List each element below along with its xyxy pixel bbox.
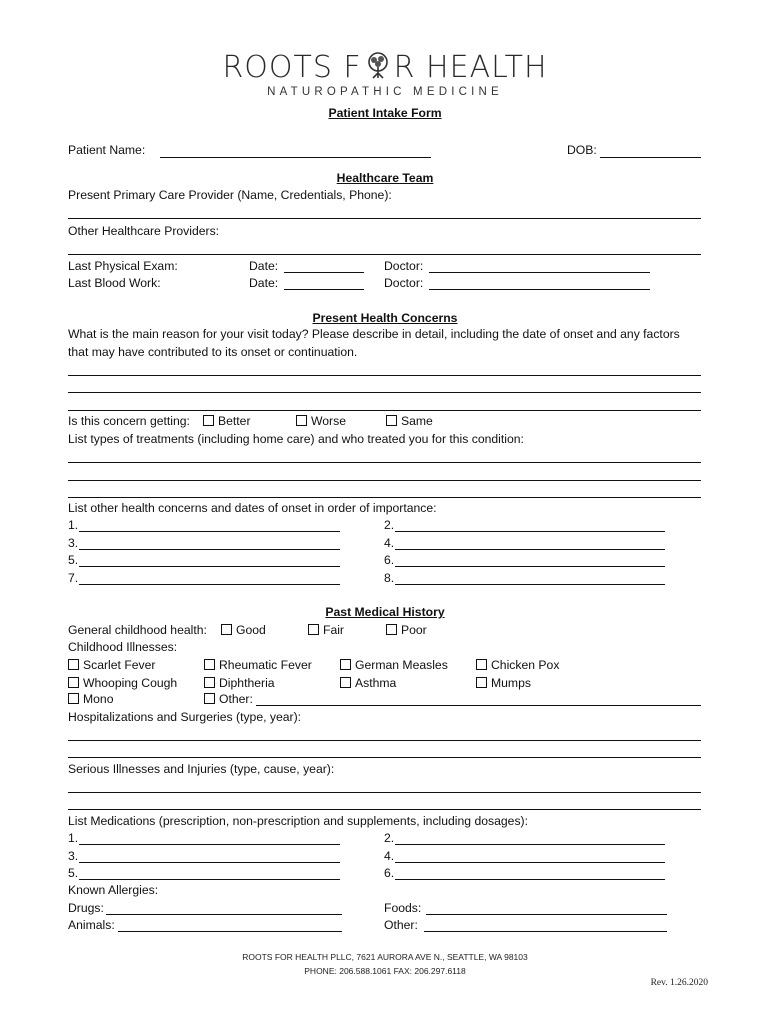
other-allergies-field[interactable] bbox=[424, 931, 667, 932]
hospitalizations-label: Hospitalizations and Surgeries (type, year): bbox=[68, 710, 302, 724]
visit-reason-question: What is the main reason for your visit today? Please describe in detail, including the date of onset and any factors bbox=[68, 327, 680, 341]
option-better[interactable] bbox=[203, 414, 251, 428]
illness-mono[interactable] bbox=[68, 692, 114, 706]
medication-field[interactable] bbox=[79, 879, 340, 880]
treatments-line[interactable] bbox=[68, 497, 701, 498]
medication-field[interactable] bbox=[395, 879, 665, 880]
illness-label: Scarlet Fever bbox=[83, 658, 156, 672]
revision-date: Rev. 1.26.2020 bbox=[650, 978, 708, 988]
present-health-concerns-title: Present Health Concerns bbox=[312, 311, 458, 325]
illness-german-measles[interactable] bbox=[340, 658, 448, 672]
option-same-label: Same bbox=[401, 414, 433, 428]
concern-field[interactable] bbox=[79, 566, 340, 567]
concern-num: 1. bbox=[68, 518, 79, 532]
concern-field[interactable] bbox=[79, 584, 340, 585]
footer-contact: PHONE: 206.588.1061 FAX: 206.297.6118 bbox=[304, 966, 466, 976]
physical-doctor-label: Doctor: bbox=[384, 259, 424, 273]
past-medical-history-title: Past Medical History bbox=[325, 605, 445, 619]
drugs-field[interactable] bbox=[106, 914, 342, 915]
medication-field[interactable] bbox=[79, 862, 340, 863]
foods-label: Foods: bbox=[384, 901, 422, 915]
illness-label: Other: bbox=[219, 692, 253, 706]
illness-diphtheria[interactable] bbox=[204, 676, 275, 690]
animals-label: Animals: bbox=[68, 918, 115, 932]
physical-date-field[interactable] bbox=[284, 272, 364, 273]
patient-name-field[interactable] bbox=[160, 157, 431, 158]
checkbox[interactable] bbox=[386, 415, 397, 426]
concern-field[interactable] bbox=[79, 531, 340, 532]
checkbox[interactable] bbox=[204, 677, 215, 688]
concern-num: 8. bbox=[384, 571, 395, 585]
illness-mumps[interactable] bbox=[476, 676, 531, 690]
blood-doctor-label: Doctor: bbox=[384, 276, 424, 290]
treatments-label: List types of treatments (including home care) and who treated you for this condition: bbox=[68, 432, 524, 446]
treatments-line[interactable] bbox=[68, 462, 701, 463]
checkbox[interactable] bbox=[68, 677, 79, 688]
tree-logo-icon bbox=[364, 51, 392, 81]
visit-reason-question-cont: that may have contributed to its onset or continuation. bbox=[68, 345, 358, 359]
visit-reason-line[interactable] bbox=[68, 410, 701, 411]
checkbox[interactable] bbox=[296, 415, 307, 426]
checkbox[interactable] bbox=[386, 624, 397, 635]
checkbox[interactable] bbox=[68, 659, 79, 670]
checkbox[interactable] bbox=[308, 624, 319, 635]
illness-label: Asthma bbox=[355, 676, 397, 690]
visit-reason-line[interactable] bbox=[68, 392, 701, 393]
blood-date-label: Date: bbox=[249, 276, 279, 290]
option-poor-label: Poor bbox=[401, 623, 427, 637]
other-providers-field[interactable] bbox=[68, 254, 701, 255]
physical-doctor-field[interactable] bbox=[429, 272, 650, 273]
checkbox[interactable] bbox=[340, 659, 351, 670]
medication-num: 6. bbox=[384, 866, 395, 880]
other-allergies-label: Other: bbox=[384, 918, 418, 932]
concern-num: 3. bbox=[68, 536, 79, 550]
concern-getting-label: Is this concern getting: bbox=[68, 414, 190, 428]
animals-field[interactable] bbox=[118, 931, 342, 932]
logo-text-right: R HEALTH bbox=[393, 50, 548, 85]
medication-field[interactable] bbox=[395, 862, 665, 863]
foods-field[interactable] bbox=[426, 914, 667, 915]
checkbox[interactable] bbox=[221, 624, 232, 635]
other-providers-label: Other Healthcare Providers: bbox=[68, 224, 220, 238]
illness-label: Chicken Pox bbox=[491, 658, 560, 672]
option-better-label: Better bbox=[218, 414, 251, 428]
childhood-health-label: General childhood health: bbox=[68, 623, 207, 637]
medication-field[interactable] bbox=[395, 844, 665, 845]
option-worse[interactable] bbox=[296, 414, 346, 428]
form-title: Patient Intake Form bbox=[328, 106, 442, 120]
pcp-label: Present Primary Care Provider (Name, Credentials, Phone): bbox=[68, 188, 392, 202]
illness-label: Mono bbox=[83, 692, 114, 706]
illness-whooping-cough[interactable] bbox=[68, 676, 177, 690]
option-fair-label: Fair bbox=[323, 623, 344, 637]
concern-field[interactable] bbox=[395, 584, 665, 585]
illness-other[interactable] bbox=[204, 692, 253, 706]
illness-scarlet-fever[interactable] bbox=[68, 658, 155, 672]
medication-num: 5. bbox=[68, 866, 79, 880]
blood-date-field[interactable] bbox=[284, 289, 364, 290]
option-good-label: Good bbox=[236, 623, 266, 637]
pcp-field[interactable] bbox=[68, 218, 701, 219]
option-good[interactable] bbox=[221, 623, 266, 637]
illness-label: Rheumatic Fever bbox=[219, 658, 312, 672]
concern-num: 6. bbox=[384, 553, 395, 567]
childhood-illnesses-label: Childhood Illnesses: bbox=[68, 640, 178, 654]
concern-num: 5. bbox=[68, 553, 79, 567]
serious-illnesses-line[interactable] bbox=[68, 809, 701, 810]
medication-num: 1. bbox=[68, 831, 79, 845]
dob-label: DOB: bbox=[567, 143, 597, 157]
concern-field[interactable] bbox=[79, 549, 340, 550]
concern-field[interactable] bbox=[395, 566, 665, 567]
last-blood-work-label: Last Blood Work: bbox=[68, 276, 161, 290]
medication-num: 2. bbox=[384, 831, 395, 845]
footer-address: ROOTS FOR HEALTH PLLC, 7621 AURORA AVE N., SEATTLE, WA 98103 bbox=[242, 952, 528, 962]
checkbox[interactable] bbox=[203, 415, 214, 426]
checkbox[interactable] bbox=[204, 659, 215, 670]
last-physical-label: Last Physical Exam: bbox=[68, 259, 178, 273]
illness-chicken-pox[interactable] bbox=[476, 658, 559, 672]
checkbox[interactable] bbox=[204, 693, 215, 704]
serious-illnesses-line[interactable] bbox=[68, 792, 701, 793]
illness-label: Whooping Cough bbox=[83, 676, 178, 690]
medication-field[interactable] bbox=[79, 844, 340, 845]
illness-rheumatic-fever[interactable] bbox=[204, 658, 312, 672]
medication-num: 3. bbox=[68, 849, 79, 863]
illness-label: Mumps bbox=[491, 676, 531, 690]
concern-field[interactable] bbox=[395, 549, 665, 550]
drugs-label: Drugs: bbox=[68, 901, 104, 915]
illness-other-field[interactable] bbox=[256, 705, 701, 706]
logo-text-left: ROOTS F bbox=[222, 50, 362, 85]
medications-label: List Medications (prescription, non-prescription and supplements, including dosages): bbox=[68, 814, 528, 828]
illness-label: German Measles bbox=[355, 658, 448, 672]
healthcare-team-title: Healthcare Team bbox=[336, 171, 434, 185]
physical-date-label: Date: bbox=[249, 259, 279, 273]
blood-doctor-field[interactable] bbox=[429, 289, 650, 290]
hospitalizations-line[interactable] bbox=[68, 740, 701, 741]
serious-illnesses-label: Serious Illnesses and Injuries (type, cause, year): bbox=[68, 762, 335, 776]
dob-field[interactable] bbox=[600, 157, 701, 158]
other-concerns-label: List other health concerns and dates of onset in order of importance: bbox=[68, 501, 437, 515]
option-same[interactable] bbox=[386, 414, 433, 428]
concern-num: 2. bbox=[384, 518, 395, 532]
option-worse-label: Worse bbox=[311, 414, 346, 428]
checkbox[interactable] bbox=[476, 677, 487, 688]
treatments-line[interactable] bbox=[68, 480, 701, 481]
patient-name-label: Patient Name: bbox=[68, 143, 146, 157]
option-poor[interactable] bbox=[386, 623, 427, 637]
hospitalizations-line[interactable] bbox=[68, 757, 701, 758]
concern-num: 4. bbox=[384, 536, 395, 550]
checkbox[interactable] bbox=[476, 659, 487, 670]
illness-label: Diphtheria bbox=[219, 676, 275, 690]
concern-field[interactable] bbox=[395, 531, 665, 532]
logo-wordmark bbox=[0, 50, 770, 85]
medication-num: 4. bbox=[384, 849, 395, 863]
checkbox[interactable] bbox=[68, 693, 79, 704]
concern-num: 7. bbox=[68, 571, 79, 585]
visit-reason-line[interactable] bbox=[68, 375, 701, 376]
option-fair[interactable] bbox=[308, 623, 344, 637]
logo-subtitle: NATUROPATHIC MEDICINE bbox=[267, 86, 503, 98]
known-allergies-label: Known Allergies: bbox=[68, 883, 159, 897]
illness-asthma[interactable] bbox=[340, 676, 396, 690]
checkbox[interactable] bbox=[340, 677, 351, 688]
